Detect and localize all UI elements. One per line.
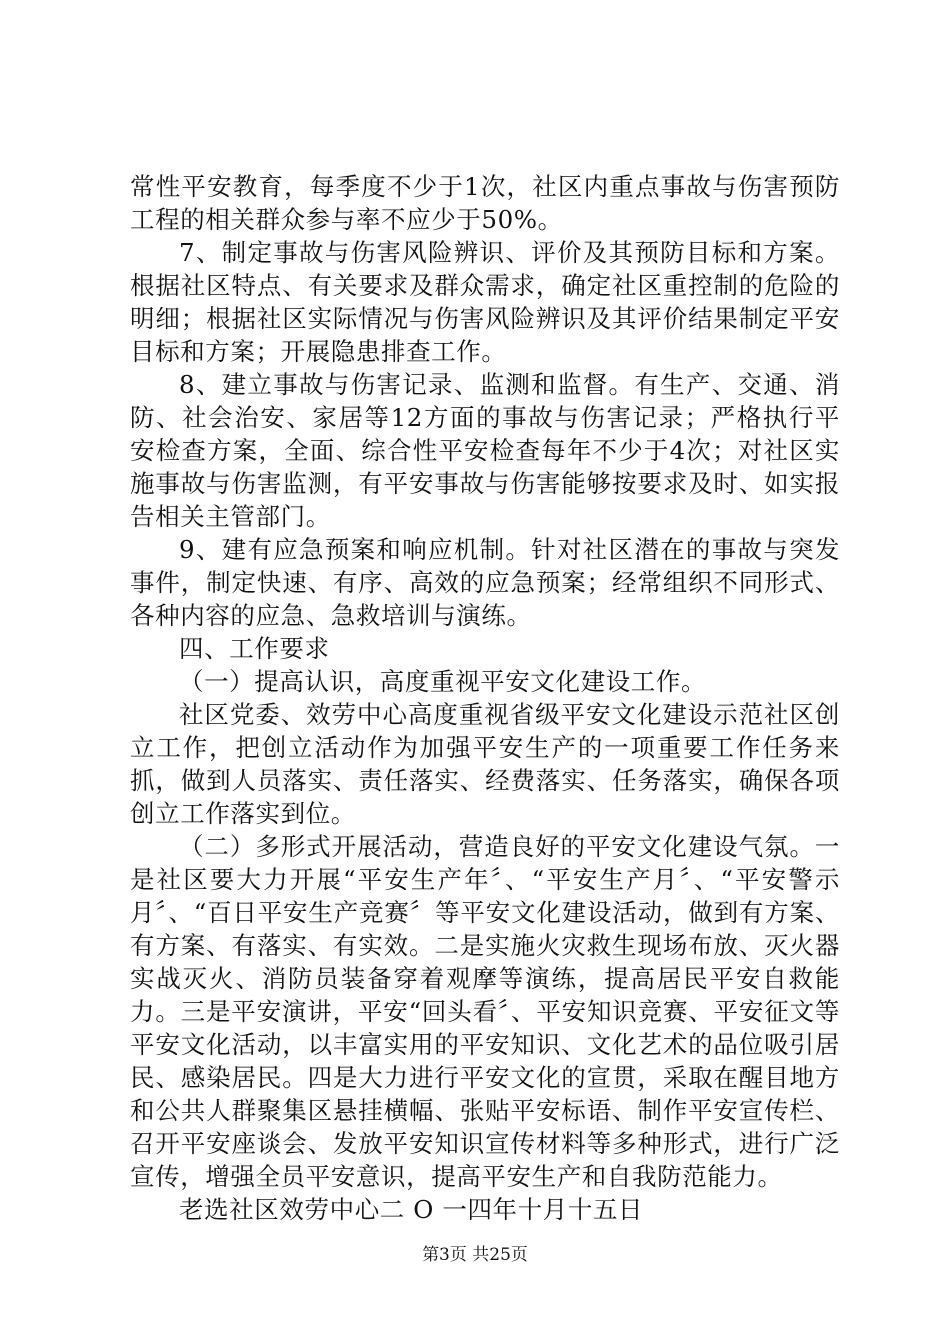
page-number-footer: 第3页 共25页 (422, 1245, 528, 1265)
document-body (130, 170, 840, 1226)
section-heading-requirements: 四、工作要求 (179, 634, 330, 663)
paragraph-subsection-1: 社区党委、效劳中心高度重视省级平安文化建设示范社区创立工作，把创立活动作为加强平安生产的一项重要工作任务来抓，做到人员落实、责任落实、经费落实、任务落实，确保各项创立工作落实到位。 (130, 700, 840, 828)
subheading-1: （一）提高认识，高度重视平安文化建设工作。 (179, 667, 707, 696)
paragraph-item-9: 9、建有应急预案和响应机制。针对社区潜在的事故与突发事件，制定快速、有序、高效的应急预案；经常组织不同形式、各种内容的应急、急救培训与演练。 (130, 535, 840, 630)
paragraph-subsection-2: （二）多形式开展活动，营造良好的平安文化建设气氛。一是社区要大力开展“平安生产年〞、“平安生产月〞、“平安警示月〞、“百日平安生产竞赛〞等平安文化建设活动，做到有方案、有方案、有落实、有实效。二是实施火灾救生现场布放、灭火器实战灭火、消防员装备穿着观摩等演练，提高居民平安自救能力。三是平安演讲，平安“回头看〞、平安知识竞赛、平安征文等平安文化活动，以丰富实用的平安知识、文化艺术的品位吸引居民、感染居民。四是大力进行平安文化的宣贯，采取在醒目地方和公共人群聚集区悬挂横幅、张贴平安标语、制作平安宣传栏、召开平安座谈会、发放平安知识宣传材料等多种形式，进行广泛宣传，增强全员平安意识，提高平安生产和自我防范能力。 (130, 832, 840, 1191)
paragraph-item-7: 7、制定事故与伤害风险辨识、评价及其预防目标和方案。根据社区特点、有关要求及群众需求，确定社区重控制的危险的明细；根据社区实际情况与伤害风险辨识及其评价结果制定平安目标和方案；开展隐患排查工作。 (130, 238, 840, 366)
signature-line: 老选社区效劳中心二 O 一四年十月十五日 (179, 1195, 644, 1224)
paragraph-continuation: 常性平安教育，每季度不少于1次，社区内重点事故与伤害预防工程的相关群众参与率不应少于50%。 (130, 172, 840, 234)
paragraph-item-8: 8、建立事故与伤害记录、监测和监督。有生产、交通、消防、社会治安、家居等12方面的事故与伤害记录；严格执行平安检查方案，全面、综合性平安检查每年不少于4次；对社区实施事故与伤害监测，有平安事故与伤害能够按要求及时、如实报告相关主管部门。 (130, 370, 840, 531)
